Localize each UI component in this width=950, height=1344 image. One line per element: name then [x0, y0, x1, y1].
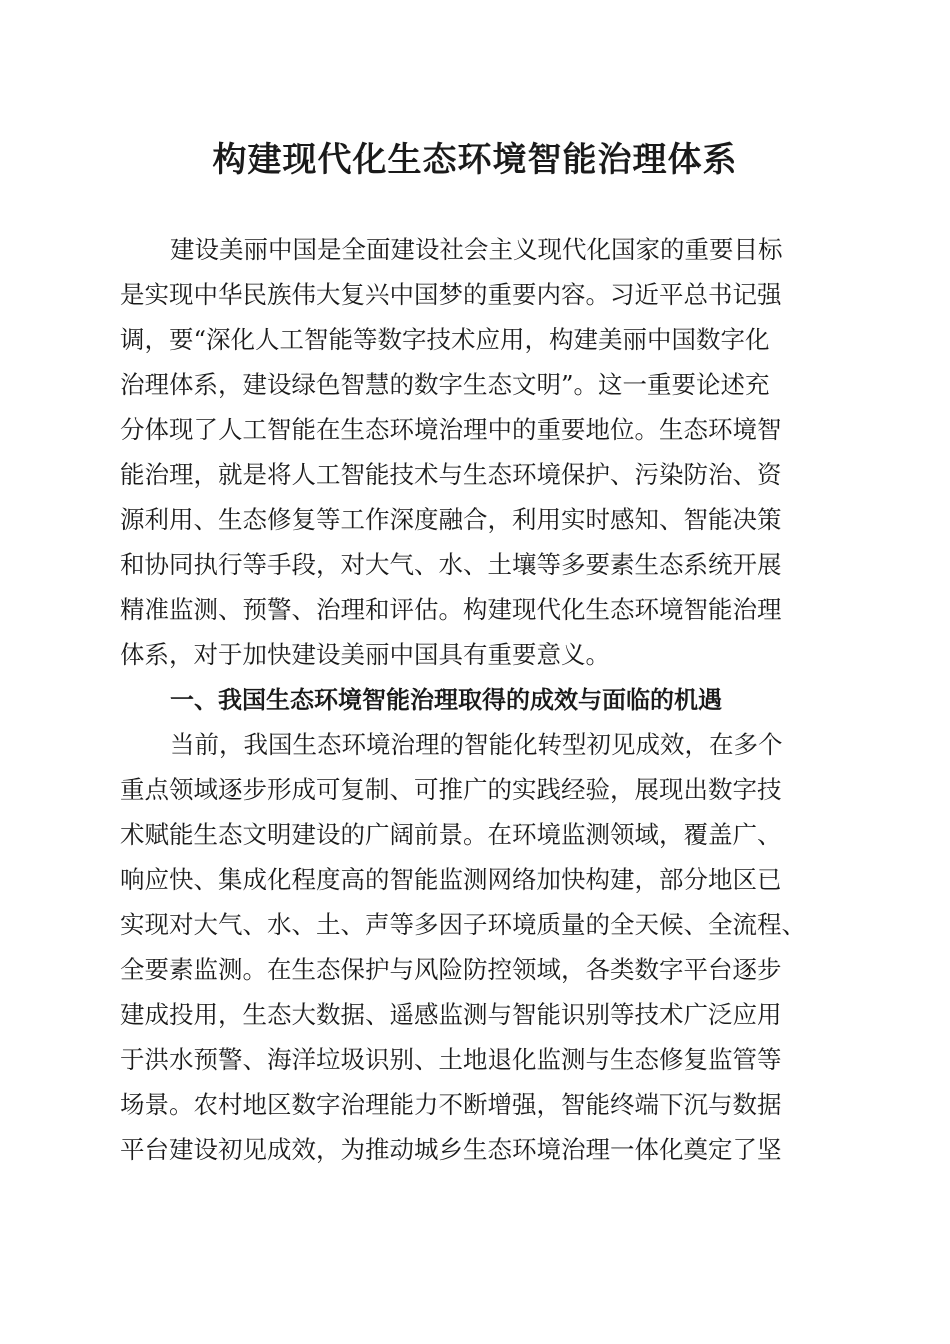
document-title: 构建现代化生态环境智能治理体系 — [212, 140, 738, 180]
paragraph-1-line: 调，要“深化人工智能等数字技术应用，构建美丽中国数字化 — [120, 325, 770, 354]
paragraph-2-line: 场景。农村地区数字治理能力不断增强，智能终端下沉与数据 — [120, 1090, 782, 1119]
paragraph-1-line: 精准监测、预警、治理和评估。构建现代化生态环境智能治理 — [120, 595, 782, 624]
paragraph-1-line: 能治理，就是将人工智能技术与生态环境保护、污染防治、资 — [120, 460, 782, 489]
paragraph-1-line: 体系，对于加快建设美丽中国具有重要意义。 — [120, 640, 610, 669]
section-heading: 一、我国生态环境智能治理取得的成效与面临的机遇 — [170, 686, 722, 714]
paragraph-2-line: 实现对大气、水、土、声等多因子环境质量的全天候、全流程、 — [120, 910, 806, 939]
paragraph-1-line: 治理体系，建设绿色智慧的数字生态文明”。这一重要论述充 — [120, 370, 770, 399]
paragraph-2-line: 平台建设初见成效，为推动城乡生态环境治理一体化奠定了坚 — [120, 1135, 782, 1164]
paragraph-2-line: 建成投用，生态大数据、遥感监测与智能识别等技术广泛应用 — [120, 1000, 782, 1029]
paragraph-2-line: 全要素监测。在生态保护与风险防控领域，各类数字平台逐步 — [120, 955, 782, 984]
paragraph-1-line: 和协同执行等手段，对大气、水、土壤等多要素生态系统开展 — [120, 550, 782, 579]
paragraph-1-line: 建设美丽中国是全面建设社会主义现代化国家的重要目标 — [170, 235, 783, 264]
paragraph-2-line: 重点领域逐步形成可复制、可推广的实践经验，展现出数字技 — [120, 775, 782, 804]
paragraph-1-line: 是实现中华民族伟大复兴中国梦的重要内容。习近平总书记强 — [120, 280, 782, 309]
paragraph-1-line: 源利用、生态修复等工作深度融合，利用实时感知、智能决策 — [120, 505, 782, 534]
paragraph-1-line: 分体现了人工智能在生态环境治理中的重要地位。生态环境智 — [120, 415, 782, 444]
paragraph-2-line: 响应快、集成化程度高的智能监测网络加快构建，部分地区已 — [120, 865, 782, 894]
paragraph-2-line: 术赋能生态文明建设的广阔前景。在环境监测领域，覆盖广、 — [120, 820, 782, 849]
paragraph-2-line: 于洪水预警、海洋垃圾识别、土地退化监测与生态修复监管等 — [120, 1045, 782, 1074]
paragraph-2-line: 当前，我国生态环境治理的智能化转型初见成效，在多个 — [170, 730, 783, 759]
